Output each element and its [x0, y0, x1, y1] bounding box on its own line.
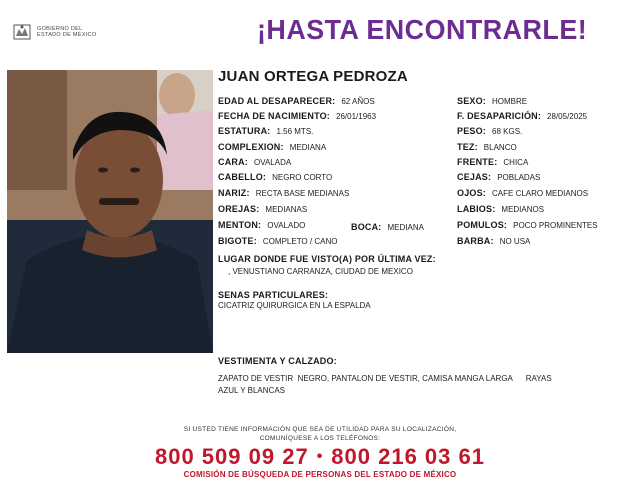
field-value: CAFE CLARO MEDIANOS: [492, 189, 589, 198]
clothing-label: VESTIMENTA Y CALZADO:: [218, 356, 337, 366]
field-label: COMPLEXION:: [218, 142, 284, 152]
field-value: 28/05/2025: [547, 112, 588, 121]
field-label: TEZ:: [457, 142, 478, 152]
field-boca: [351, 222, 424, 233]
field-label: CABELLO:: [218, 172, 267, 182]
field-label: POMULOS:: [457, 220, 508, 230]
field-f-desaparicion: [457, 111, 587, 122]
government-logo: [12, 22, 96, 42]
field-barba: [457, 236, 530, 247]
field-value: 1.56 MTS.: [276, 127, 314, 136]
logo-line-2: ESTADO DE MÉXICO: [37, 32, 97, 38]
last-seen-value: , VENUSTIANO CARRANZA, CIUDAD DE MEXICO: [228, 267, 413, 276]
clothing-line-1: ZAPATO DE VESTIR NEGRO, PANTALON DE VESTIR, CAMISA MANGA LARGA RAYAS: [218, 374, 552, 383]
field-label: MENTON:: [218, 220, 262, 230]
marks-value: CICATRIZ QUIRURGICA EN LA ESPALDA: [218, 301, 371, 310]
field-tez: [457, 142, 517, 153]
field-value: MEDIANAS: [265, 205, 308, 214]
field-cara: [218, 157, 291, 168]
info-line-1: SI USTED TIENE INFORMACIÓN QUE SEA DE UTILIDAD PARA SU LOCALIZACIÓN,: [183, 426, 457, 433]
field-value: NEGRO CORTO: [272, 173, 333, 182]
state-seal-icon: [12, 22, 32, 42]
separator-dot: •: [316, 448, 324, 465]
phone-1[interactable]: 800 509 09 27: [154, 444, 309, 469]
field-nariz: [218, 188, 349, 199]
field-fecha-nacimiento: [218, 111, 376, 122]
field-label: SEXO:: [457, 96, 487, 106]
field-bigote: [218, 236, 337, 247]
logo-line-1: GOBIERNO DEL: [37, 25, 83, 32]
person-photo: [7, 70, 213, 353]
field-value: 26/01/1963: [336, 112, 377, 121]
field-value: COMPLETO / CANO: [262, 237, 338, 246]
field-value: POBLADAS: [497, 173, 541, 182]
info-line-2: COMUNÍQUESE A LOS TELÉFONOS:: [259, 435, 381, 442]
field-label: FECHA DE NACIMIENTO:: [218, 111, 330, 121]
field-value: OVALADO: [267, 221, 306, 230]
field-label: BOCA:: [351, 222, 382, 232]
field-orejas: [218, 204, 307, 215]
clothing-line-2: AZUL Y BLANCAS: [218, 386, 285, 395]
field-label: OJOS:: [457, 188, 487, 198]
field-ojos: [457, 188, 588, 199]
person-name: JUAN ORTEGA PEDROZA: [218, 68, 408, 85]
field-value: 68 KGS.: [492, 127, 523, 136]
field-label: FRENTE:: [457, 157, 498, 167]
last-seen-label: LUGAR DONDE FUE VISTO(A) POR ÚLTIMA VEZ:: [218, 254, 436, 264]
field-complexion: [218, 142, 326, 153]
field-label: F. DESAPARICIÓN:: [457, 111, 542, 121]
field-pomulos: [457, 220, 598, 231]
portrait-image: [7, 70, 213, 353]
field-menton: [218, 220, 305, 231]
field-peso: [457, 126, 522, 137]
field-value: MEDIANA: [387, 223, 424, 232]
marks-label: SENAS PARTICULARES:: [218, 290, 329, 300]
field-label: BIGOTE:: [218, 236, 257, 246]
field-label: ESTATURA:: [218, 126, 271, 136]
field-cejas: [457, 172, 540, 183]
field-value: RECTA BASE MEDIANAS: [255, 189, 350, 198]
field-frente: [457, 157, 528, 168]
field-value: MEDIANA: [289, 143, 327, 152]
phone-numbers: [0, 444, 640, 470]
field-label: BARBA:: [457, 236, 494, 246]
field-label: PESO:: [457, 126, 487, 136]
field-value: POCO PROMINENTES: [513, 221, 598, 230]
field-cabello: [218, 172, 332, 183]
field-sexo: [457, 96, 527, 107]
field-value: HOMBRE: [492, 97, 528, 106]
field-label: OREJAS:: [218, 204, 260, 214]
field-value: NO USA: [499, 237, 531, 246]
field-edad: [218, 96, 375, 107]
commission-name: COMISIÓN DE BÚSQUEDA DE PERSONAS DEL ESTADO DE MÉXICO: [183, 470, 457, 479]
field-labios: [457, 204, 544, 215]
page-headline: ¡HASTA ENCONTRARLE!: [257, 14, 588, 45]
field-label: EDAD AL DESAPARECER:: [218, 96, 336, 106]
field-value: CHICA: [503, 158, 529, 167]
field-value: BLANCO: [483, 143, 517, 152]
field-label: CEJAS:: [457, 172, 492, 182]
field-label: CARA:: [218, 157, 248, 167]
field-label: LABIOS:: [457, 204, 496, 214]
field-value: 62 AÑOS: [341, 97, 375, 106]
field-label: NARIZ:: [218, 188, 250, 198]
field-estatura: [218, 126, 313, 137]
phone-2[interactable]: 800 216 03 61: [331, 444, 485, 469]
field-value: MEDIANOS: [501, 205, 545, 214]
field-value: OVALADA: [254, 158, 292, 167]
